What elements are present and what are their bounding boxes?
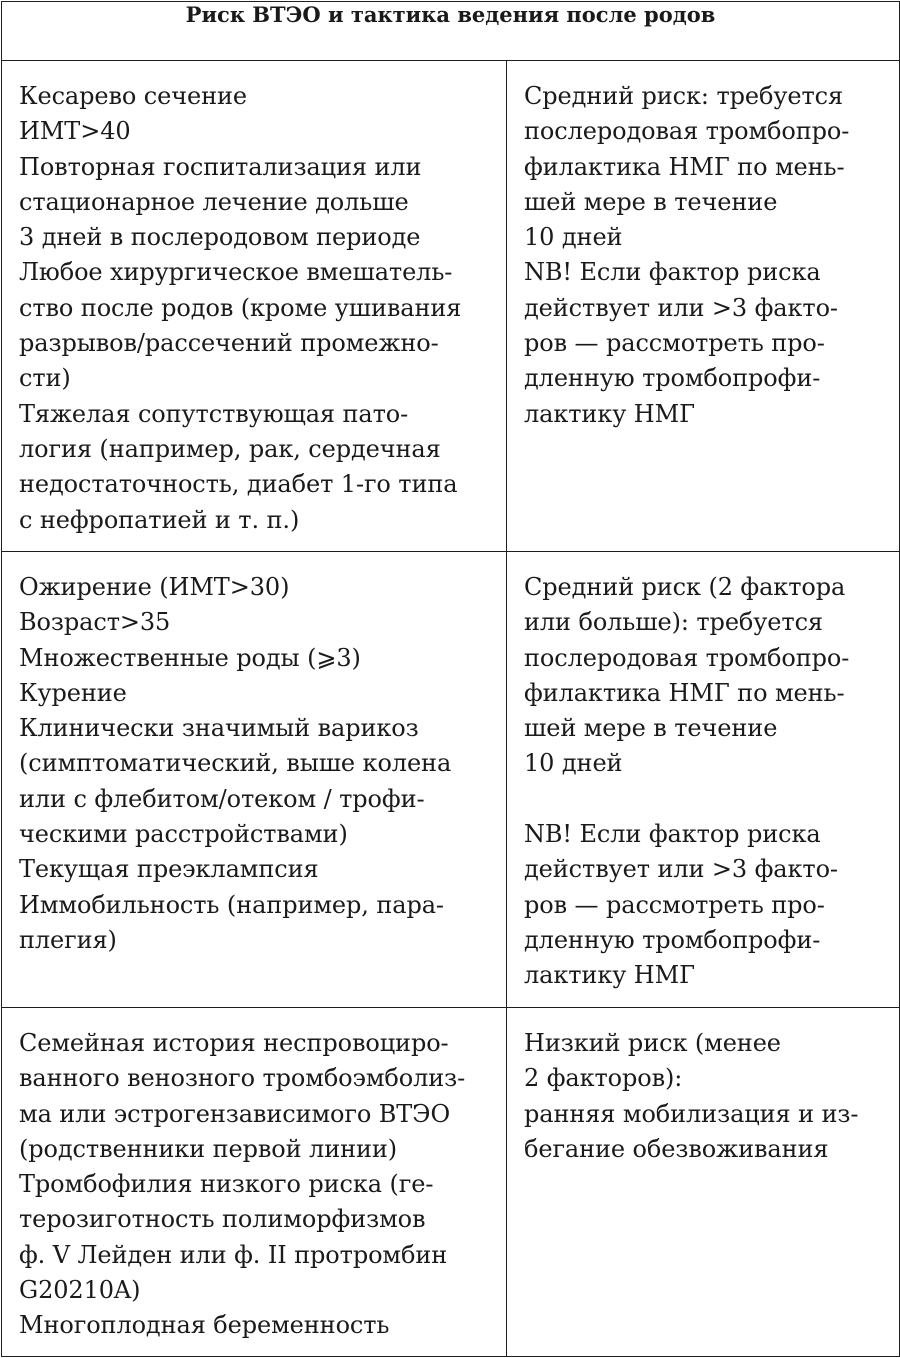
tactic-line: лактику НМГ <box>524 961 695 990</box>
factor-line: разрывов/рассечений промежно- <box>19 329 439 358</box>
tactic-line: или больше): требуется <box>524 608 823 637</box>
blank-line <box>524 782 893 817</box>
factor-line: логия (например, рак, сердечная <box>19 434 441 463</box>
tactic-line: 2 факторов): <box>524 1064 683 1093</box>
tactic-line: послеродовая тромбопро- <box>524 117 850 146</box>
factor-line: Многоплодная беременность <box>19 1311 390 1340</box>
table-title: Риск ВТЭО и тактика ведения после родов <box>2 2 900 61</box>
factor-line: или с флебитом/отеком / трофи- <box>19 784 425 813</box>
factor-line: Повторная госпитализация или <box>19 152 422 181</box>
tactic-line: ранняя мобилизация и из- <box>524 1099 859 1128</box>
tactics-cell <box>507 552 900 1008</box>
factor-line: стационарное лечение дольше <box>19 187 409 216</box>
tactics-text <box>507 1008 899 1177</box>
factor-line: Множественные роды (⩾3) <box>19 643 361 672</box>
factor-line: G20210A) <box>19 1276 141 1305</box>
factor-line: терозиготность полиморфизмов <box>19 1205 426 1234</box>
tactics-text <box>507 61 899 442</box>
table-row <box>2 1008 900 1357</box>
tactics-text <box>507 552 899 1004</box>
tactics-cell <box>507 61 900 552</box>
factor-line: 3 дней в послеродовом периоде <box>19 223 421 252</box>
factor-line: ИМТ>40 <box>19 117 131 146</box>
risk-factors-cell <box>2 1008 507 1357</box>
factor-line: Иммобильность (например, пара- <box>19 890 444 919</box>
factor-line: Текущая преэклампсия <box>19 855 319 884</box>
tactic-line: бегание обезвоживания <box>524 1134 829 1163</box>
factor-line: Возраст>35 <box>19 608 171 637</box>
tactic-line: Средний риск: требуется <box>524 82 844 110</box>
factor-line: сти) <box>19 364 71 393</box>
tactic-line: дленную тромбопрофи- <box>524 925 821 954</box>
tactics-cell <box>507 1008 900 1357</box>
tactic-line: лактику НМГ <box>524 399 695 428</box>
table-row <box>2 552 900 1008</box>
factor-line: Тяжелая сопутствующая пато- <box>19 399 409 428</box>
factor-line: ванного венозного тромбоэмболиз- <box>19 1064 466 1093</box>
factor-line: Кесарево сечение <box>19 82 247 110</box>
risk-table <box>1 1 900 1357</box>
tactic-line: Средний риск (2 фактора <box>524 573 846 601</box>
risk-factors-text <box>2 552 506 968</box>
factor-line: Любое хирургическое вмешатель- <box>19 258 453 287</box>
tactic-line: 10 дней <box>524 223 623 252</box>
tactic-line: филактика НМГ по мень- <box>524 152 845 181</box>
tactic-line: послеродовая тромбопро- <box>524 643 850 672</box>
factor-line: Тромбофилия низкого риска (ге- <box>19 1170 434 1199</box>
factor-line: Курение <box>19 678 127 707</box>
factor-line: с нефропатией и т. п.) <box>19 505 300 534</box>
tactic-line: шей мере в течение <box>524 714 778 743</box>
tactic-line: Низкий риск (менее <box>524 1029 781 1057</box>
tactic-line: действует или >3 факто- <box>524 293 838 322</box>
factor-line: (родственники первой линии) <box>19 1134 398 1163</box>
tactic-line: ров — рассмотреть про- <box>524 329 825 358</box>
tactic-line: NB! Если фактор риска <box>524 258 821 287</box>
tactic-line: филактика НМГ по мень- <box>524 678 845 707</box>
table-row <box>2 61 900 552</box>
tactic-line: 10 дней <box>524 749 623 778</box>
risk-factors-cell <box>2 61 507 552</box>
risk-factors-text <box>2 61 506 548</box>
tactic-line: NB! Если фактор риска <box>524 820 821 849</box>
factor-line: ство после родов (кроме ушивания <box>19 293 462 322</box>
factor-line: плегия) <box>19 925 117 954</box>
tactic-line: действует или >3 факто- <box>524 855 838 884</box>
factor-line: Клинически значимый варикоз <box>19 714 419 743</box>
factor-line: Семейная история неспровоциро- <box>19 1029 449 1057</box>
factor-line: ческими расстройствами) <box>19 820 348 849</box>
factor-line: Ожирение (ИМТ>30) <box>19 573 290 601</box>
risk-factors-text <box>2 1008 506 1354</box>
risk-factors-cell <box>2 552 507 1008</box>
factor-line: недостаточность, диабет 1-го типа <box>19 470 458 499</box>
factor-line: ма или эстрогензависимого ВТЭО <box>19 1099 451 1128</box>
table-header-row <box>2 2 900 61</box>
factor-line: (симптоматический, выше колена <box>19 749 452 778</box>
tactic-line: дленную тромбопрофи- <box>524 364 821 393</box>
tactic-line: шей мере в течение <box>524 187 778 216</box>
tactic-line: ров — рассмотреть про- <box>524 890 825 919</box>
factor-line: ф. V Лейден или ф. II протромбин <box>19 1240 448 1269</box>
